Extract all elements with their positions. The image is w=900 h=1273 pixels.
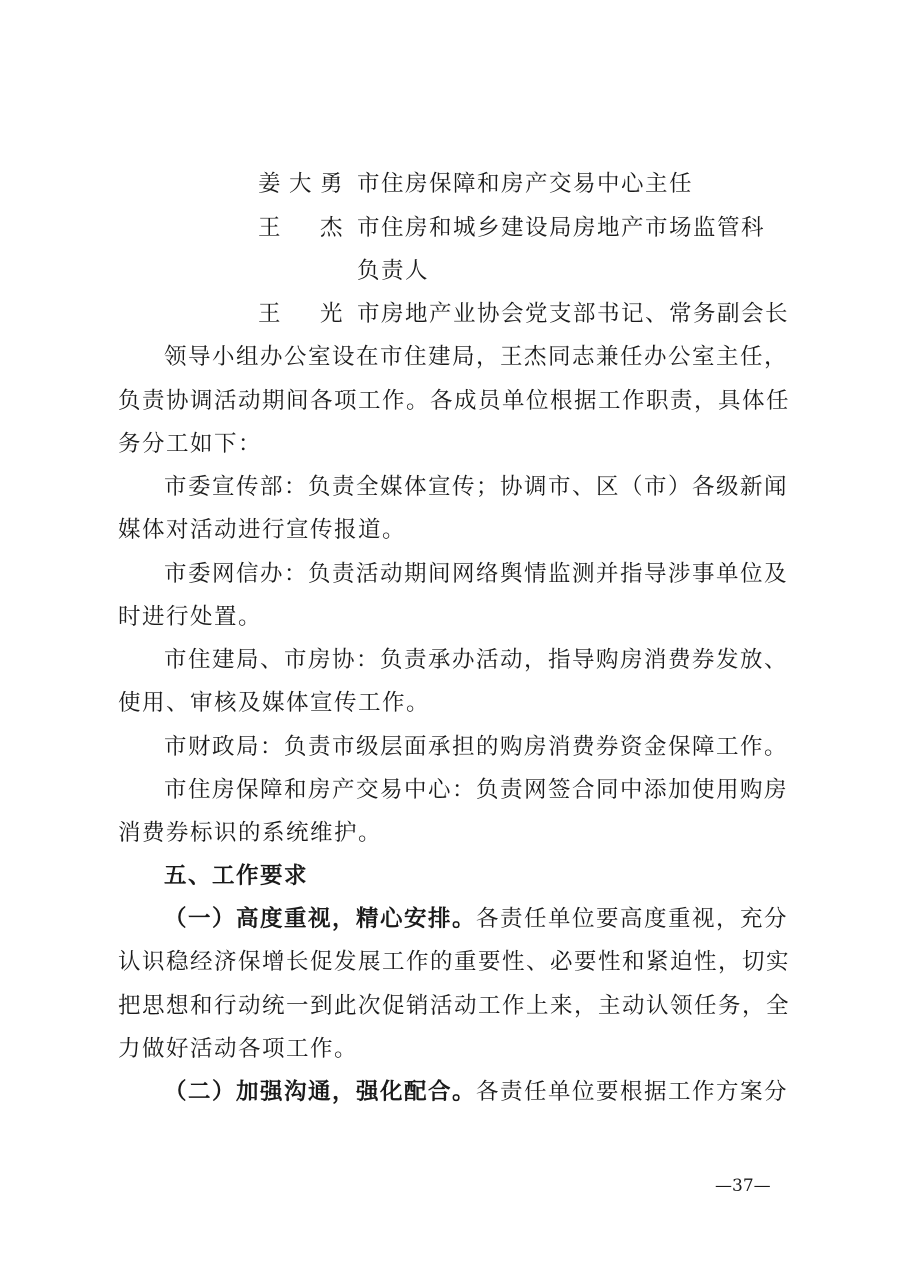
member-name: 王 杰 <box>258 215 344 241</box>
paragraph-line <box>164 899 789 939</box>
duty-line: 时进行处置。 <box>118 604 263 630</box>
member-name: 姜大勇 <box>258 171 344 197</box>
paragraph-text: 各责任单位要根据工作方案分 <box>476 1079 789 1105</box>
member-role: 市住房和城乡建设局房地产市场监管科 <box>357 215 766 241</box>
paragraph-line: 负责协调活动期间各项工作。各成员单位根据工作职责，具体任 <box>118 388 791 414</box>
paragraph-lead: （二）加强沟通，强化配合。 <box>164 1079 477 1105</box>
duty-line: 市住建局、市房协：负责承办活动，指导购房消费券发放、 <box>164 647 789 673</box>
member-role: 市房地产业协会党支部书记、常务副会长 <box>357 301 790 327</box>
duty-line: 市委网信办：负责活动期间网络舆情监测并指导涉事单位及 <box>164 561 789 587</box>
duty-line: 市财政局：负责市级层面承担的购房消费券资金保障工作。 <box>164 734 789 760</box>
duty-line: 消费券标识的系统维护。 <box>118 820 383 846</box>
paragraph-lead: （一）高度重视，精心安排。 <box>164 906 477 932</box>
member-role: 市住房保障和房产交易中心主任 <box>357 171 694 197</box>
paragraph-line <box>164 1072 789 1112</box>
paragraph-line: 力做好活动各项工作。 <box>118 1036 359 1062</box>
paragraph-text: 各责任单位要高度重视，充分 <box>476 906 789 932</box>
member-name: 王 光 <box>258 301 344 327</box>
paragraph-line: 领导小组办公室设在市住建局，王杰同志兼任办公室主任， <box>164 344 789 370</box>
page-number: —37— <box>715 1176 771 1196</box>
paragraph-line: 把思想和行动统一到此次促销活动工作上来，主动认领任务，全 <box>118 993 791 1019</box>
duty-line: 使用、审核及媒体宣传工作。 <box>118 690 431 716</box>
duty-line: 媒体对活动进行宣传报道。 <box>118 517 407 543</box>
paragraph-line: 务分工如下： <box>118 431 263 457</box>
paragraph-line: 认识稳经济保增长促发展工作的重要性、必要性和紧迫性，切实 <box>118 949 791 975</box>
section-heading: 五、工作要求 <box>164 863 309 889</box>
member-role-continued: 负责人 <box>357 258 430 284</box>
duty-line: 市委宣传部：负责全媒体宣传；协调市、区（市）各级新闻 <box>164 474 789 500</box>
duty-line: 市住房保障和房产交易中心：负责网签合同中添加使用购房 <box>164 777 789 803</box>
